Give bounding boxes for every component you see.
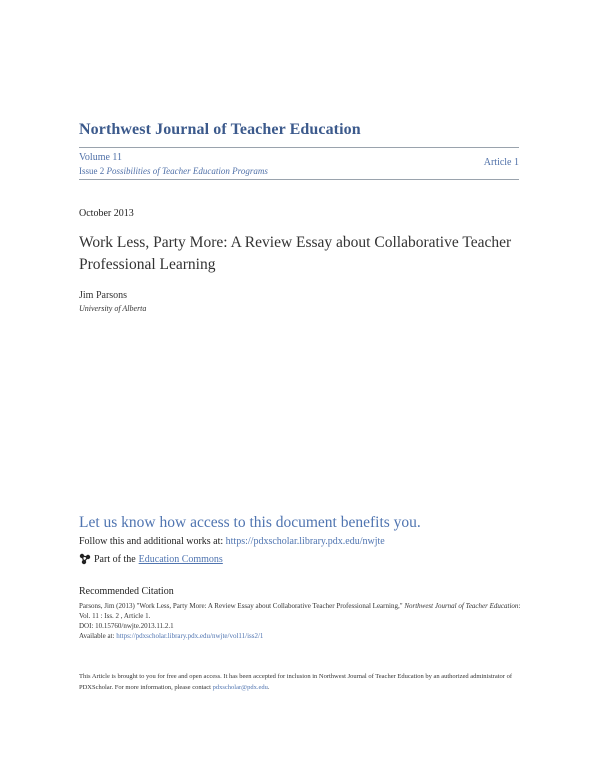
- follow-url-link[interactable]: https://pdxscholar.library.pdx.edu/nwjte: [225, 536, 385, 547]
- citation-doi: DOI: 10.15760/nwjte.2013.11.2.1: [79, 622, 174, 630]
- education-commons-link[interactable]: Education Commons: [138, 553, 223, 565]
- issue-link[interactable]: [79, 166, 268, 176]
- citation-journal: Northwest Journal of Teacher Education: [404, 602, 519, 610]
- footer-end: .: [267, 684, 270, 691]
- follow-line: [79, 536, 385, 547]
- article-title: Work Less, Party More: A Review Essay about Collaborative Teacher Professional Learning: [79, 234, 512, 273]
- citation-heading: Recommended Citation: [79, 586, 174, 597]
- publication-date: October 2013: [79, 208, 134, 219]
- contact-email-link[interactable]: pdxscholar@pdx.edu: [212, 684, 268, 691]
- citation-vol: : Vol. 11 : Iss. 2 , Article 1.: [79, 602, 521, 620]
- citation-url-link[interactable]: https://pdxscholar.library.pdx.edu/nwjte/vol11/iss2/1: [116, 632, 264, 640]
- divider: [79, 179, 519, 180]
- part-of-label: Part of the: [94, 553, 136, 565]
- citation-text: Parsons, Jim (2013) "Work Less, Party More: A Review Essay about Collaborative Teacher Professional Learning,": [79, 602, 403, 610]
- citation-body: [79, 601, 529, 641]
- follow-label: Follow this and additional works at:: [79, 536, 224, 547]
- divider: [79, 147, 519, 148]
- author-name: Jim Parsons: [79, 290, 128, 301]
- author-affiliation: University of Alberta: [79, 304, 147, 313]
- footer-notice: [79, 671, 529, 693]
- article-number-link[interactable]: Article 1: [483, 157, 519, 168]
- access-benefits-link[interactable]: Let us know how access to this document benefits you.: [79, 514, 421, 531]
- volume-link[interactable]: Volume 11: [79, 152, 123, 163]
- issue-title: Possibilities of Teacher Education Programs: [106, 166, 268, 176]
- journal-title[interactable]: Northwest Journal of Teacher Education: [79, 121, 361, 138]
- footer-text: This Article is brought to you for free and open access. It has been accepted for inclusion in Northwest Journal of Teacher Education by an authorized administrator of PDXScholar. For more information, please contact: [79, 673, 512, 691]
- network-icon: [79, 553, 91, 565]
- part-of-line: [79, 553, 223, 565]
- citation-available-label: Available at:: [79, 632, 115, 640]
- issue-prefix: Issue 2: [79, 166, 105, 176]
